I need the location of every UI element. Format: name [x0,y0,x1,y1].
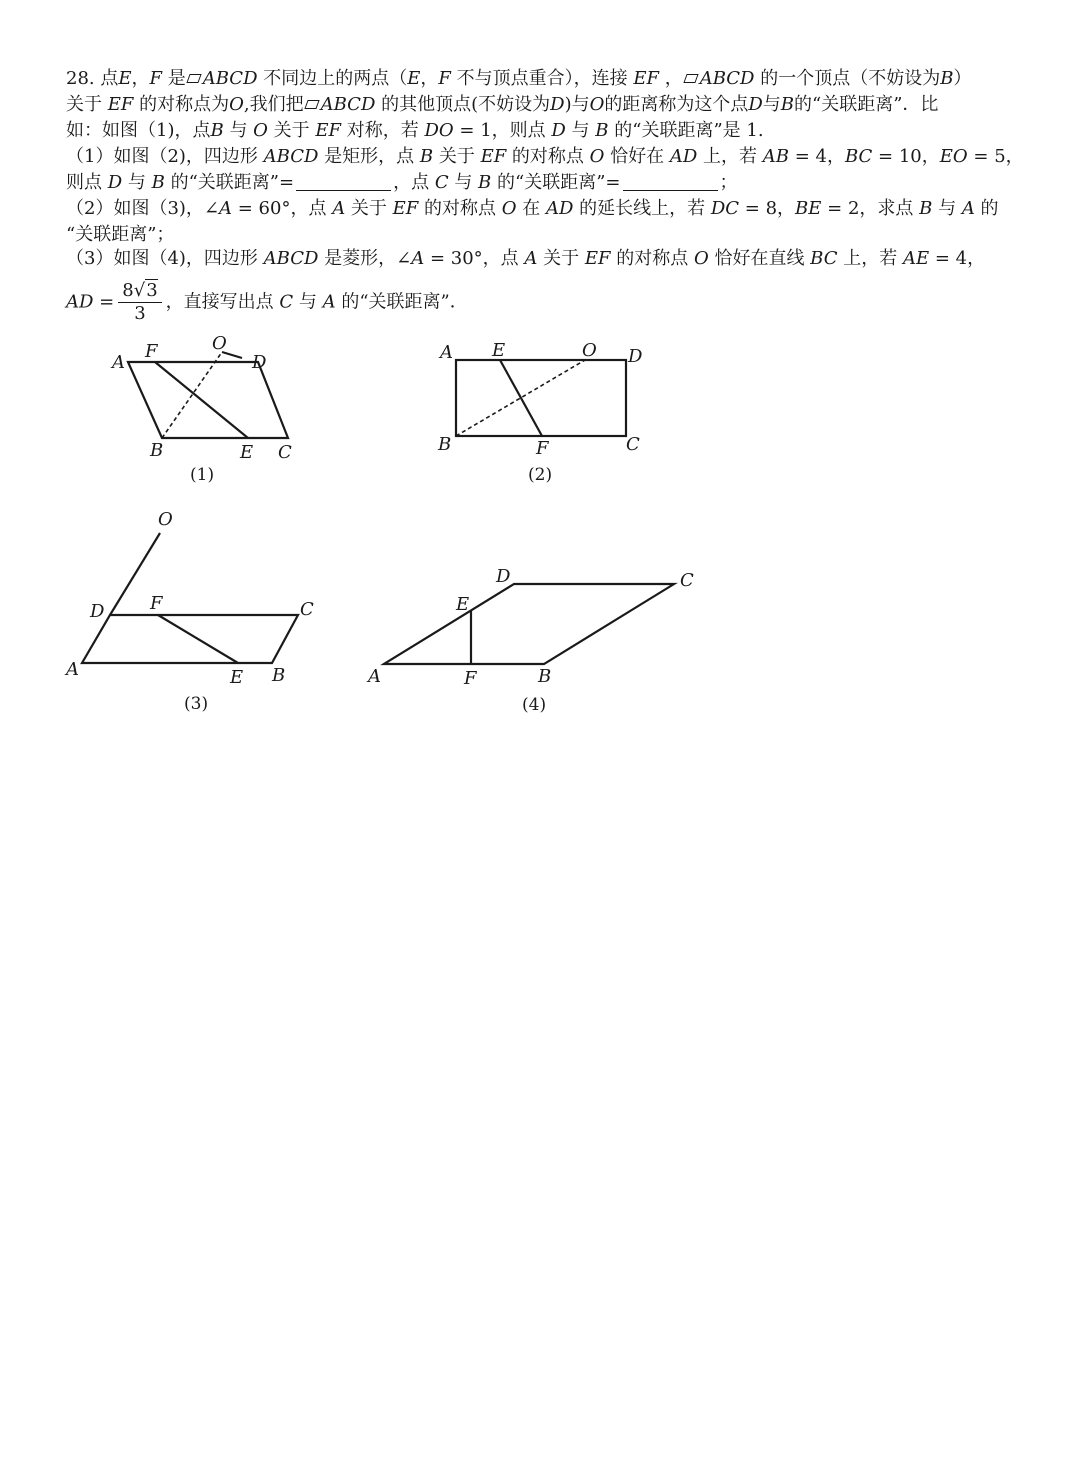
label-b: B [438,434,452,455]
problem-line-2: 关于 EF 的对称点为O,我们把 ABCD 的其他顶点(不妨设为D)与O的距离称为这个点D与B的“关联距离”．比 [66,94,939,115]
label-f: F [145,341,158,362]
label-o: O [158,509,173,530]
label-e: E [230,667,244,688]
answer-blank-2[interactable] [623,172,718,191]
label-o: O [582,340,597,361]
figure-2-caption: (2) [528,465,553,485]
parallelogram-abcd [82,615,298,663]
label-f: F [464,668,477,689]
label-b: B [538,666,552,687]
figure-2 [430,336,670,492]
label-c: C [278,442,292,463]
segment-ef [500,360,542,436]
figure-1-caption: (1) [190,465,215,485]
label-b: B [150,440,164,461]
label-b: B [272,665,286,686]
label-c: C [626,434,640,455]
label-o: O [212,333,227,354]
label-e: E [456,594,470,615]
rhombus-abcd [384,584,674,664]
figure-4-caption: (4) [522,695,547,715]
label-d: D [252,352,267,373]
parallelogram-icon [304,100,319,109]
label-e: E [492,340,506,361]
segment-ef [158,615,238,663]
fraction-8root3-over-3: $\frac{8√3}{3}$ [118,280,161,325]
label-d: D [90,601,105,622]
problem-line-8: （3）如图（4)，四边形 ABCD 是菱形，∠A = 30°，点 A 关于 EF 的对称点 O 恰好在直线 BC 上，若 AE = 4， [66,248,986,269]
problem-line-7: “关联距离”； [66,224,175,245]
label-e: E [240,442,254,463]
problem-line-5: 则点 D 与 B 的“关联距离”= ，点 C 与 B 的“关联距离”= ； [66,172,738,193]
figure-3 [60,505,330,715]
label-d: D [496,566,511,587]
label-d: D [628,346,643,367]
figure-3-caption: (3) [184,694,209,714]
rectangle-abcd [456,360,626,436]
problem-line-9: AD = $\frac{8√3}{3}$ ，直接写出点 C 与 A 的“关联距离”． [66,280,468,324]
label-c: C [300,599,314,620]
label-c: C [680,570,694,591]
segment-bo-dashed [162,352,222,438]
figure-4 [360,560,710,720]
label-f: F [536,438,549,459]
problem-line-1: 28. 点E，F 是 ABCD 不同边上的两点（E，F 不与顶点重合），连接 EF ， ABCD 的一个顶点（不妨设为B） [66,68,972,89]
answer-blank-1[interactable] [296,172,391,191]
label-a: A [112,352,125,373]
label-a: A [66,659,79,680]
segment-ef [155,362,248,438]
label-a: A [440,342,453,363]
label-a: A [368,666,381,687]
figure-1 [100,330,320,490]
parallelogram-icon [186,74,201,83]
label-f: F [150,593,163,614]
problem-line-4: （1）如图（2)，四边形 ABCD 是矩形，点 B 关于 EF 的对称点 O 恰好在 AD 上，若 AB = 4，BC = 10，EO = 5， [66,146,1024,167]
problem-line-3: 如：如图（1)，点B 与 O 关于 EF 对称，若 DO = 1，则点 D 与 B 的“关联距离”是 1. [66,120,764,141]
parallelogram-icon [683,74,698,83]
problem-line-6: （2）如图（3)，∠A = 60°，点 A 关于 EF 的对称点 O 在 AD 的延长线上，若 DC = 8，BE = 2，求点 B 与 A 的 [66,198,999,219]
